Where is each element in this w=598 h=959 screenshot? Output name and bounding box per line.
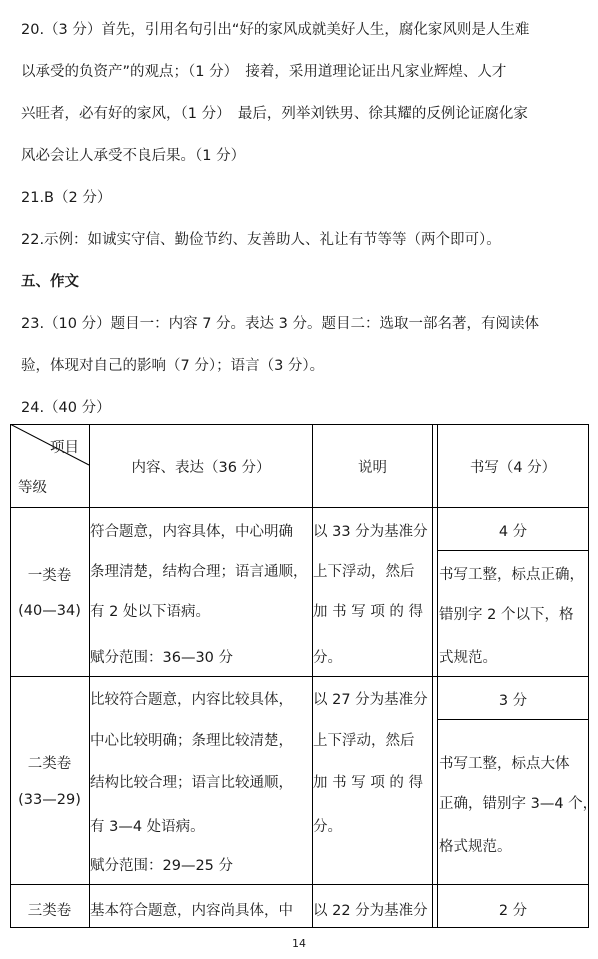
row1-writing-score: 4 分 [498, 524, 528, 540]
row2-range: (33—29) [18, 792, 81, 808]
q21-text: 21.B（2 分） [21, 190, 112, 206]
row1-note-line: 分。 [313, 650, 342, 666]
row1-content-line: 有 2 处以下语病。 [90, 604, 210, 620]
q22-text: 22.示例：如诚实守信、勤俭节约、友善助人、礼让有节等等（两个即可）。 [21, 232, 501, 248]
row3-content-line: 基本符合题意，内容尚具体，中 [90, 903, 293, 919]
q20-line: 兴旺者，必有好的家风，（1 分） 最后，列举刘铁男、徐其耀的反例论证腐化家 [21, 106, 528, 122]
row2-writing-line: 格式规范。 [439, 839, 512, 855]
question-21 [21, 177, 586, 219]
row1-content-line: 赋分范围：36—30 分 [90, 650, 234, 666]
header-note: 说明 [358, 460, 387, 476]
row2-writing-line: 书写工整，标点大体 [439, 756, 570, 772]
row1-writing-line: 式规范。 [439, 650, 497, 666]
row2-note-line: 分。 [313, 819, 342, 835]
row1-range: (40—34) [18, 603, 81, 619]
row2-content-line: 有 3—4 处语病。 [90, 819, 205, 835]
row2-content-line: 比较符合题意，内容比较具体， [90, 692, 293, 708]
page-number: 14 [292, 937, 306, 950]
row1-writing-line: 错别字 2 个以下，格 [439, 607, 574, 623]
row1-note-line: 以 33 分为基准分 [313, 524, 428, 540]
row2-grade: 二类卷 [27, 756, 72, 772]
row1-note-line: 加 书 写 项 的 得 [313, 604, 424, 620]
grading-table [10, 424, 598, 928]
q20-line: 20.（3 分）首先，引用名句引出“好的家风成就美好人生，腐化家风则是人生难 [21, 22, 530, 38]
row2-writing-line: 正确，错别字 3—4 个， [439, 796, 598, 812]
row1-content-line: 条理清楚，结构合理；语言通顺， [90, 564, 308, 580]
row2-note-line: 上下浮动，然后 [313, 733, 415, 749]
row2-content-line: 赋分范围：29—25 分 [90, 858, 234, 874]
q20-line: 风必会让人承受不良后果。（1 分） [21, 148, 246, 164]
question-20 [21, 9, 586, 177]
q20-line: 以承受的负资产”的观点；（1 分） 接着，采用道理论证出凡家业辉煌、人才 [21, 64, 507, 80]
row1-content-line: 符合题意，内容具体，中心明确 [90, 524, 293, 540]
question-23 [21, 303, 586, 387]
row3-note-line: 以 22 分为基准分 [313, 903, 428, 919]
row3-writing-score: 2 分 [498, 903, 528, 919]
section-heading-text: 五、作文 [21, 274, 79, 290]
row1-writing-line: 书写工整，标点正确， [439, 567, 584, 583]
header-content: 内容、表达（36 分） [131, 460, 271, 476]
row2-content-line: 结构比较合理；语言比较通顺， [90, 775, 293, 791]
row3-grade: 三类卷 [27, 903, 72, 919]
section-heading [21, 261, 586, 303]
row2-writing-score: 3 分 [498, 693, 528, 709]
row2-content-line: 中心比较明确；条理比较清楚， [90, 733, 293, 749]
q24-text: 24.（40 分） [21, 400, 111, 416]
row2-note-line: 以 27 分为基准分 [313, 692, 428, 708]
q23-line: 验，体现对自己的影响（7 分）；语言（3 分）。 [21, 358, 325, 374]
q23-line: 23.（10 分）题目一：内容 7 分。表达 3 分。题目二：选取一部名著，有阅读体 [21, 316, 540, 332]
header-diagonal-bottom: 等级 [18, 480, 47, 496]
header-writing: 书写（4 分） [469, 460, 557, 476]
row2-note-line: 加 书 写 项 的 得 [313, 775, 424, 791]
row1-note-line: 上下浮动，然后 [313, 564, 415, 580]
question-22 [21, 219, 586, 261]
row1-grade: 一类卷 [27, 568, 72, 584]
question-24 [21, 387, 586, 429]
header-diagonal-top: 项目 [50, 440, 79, 456]
